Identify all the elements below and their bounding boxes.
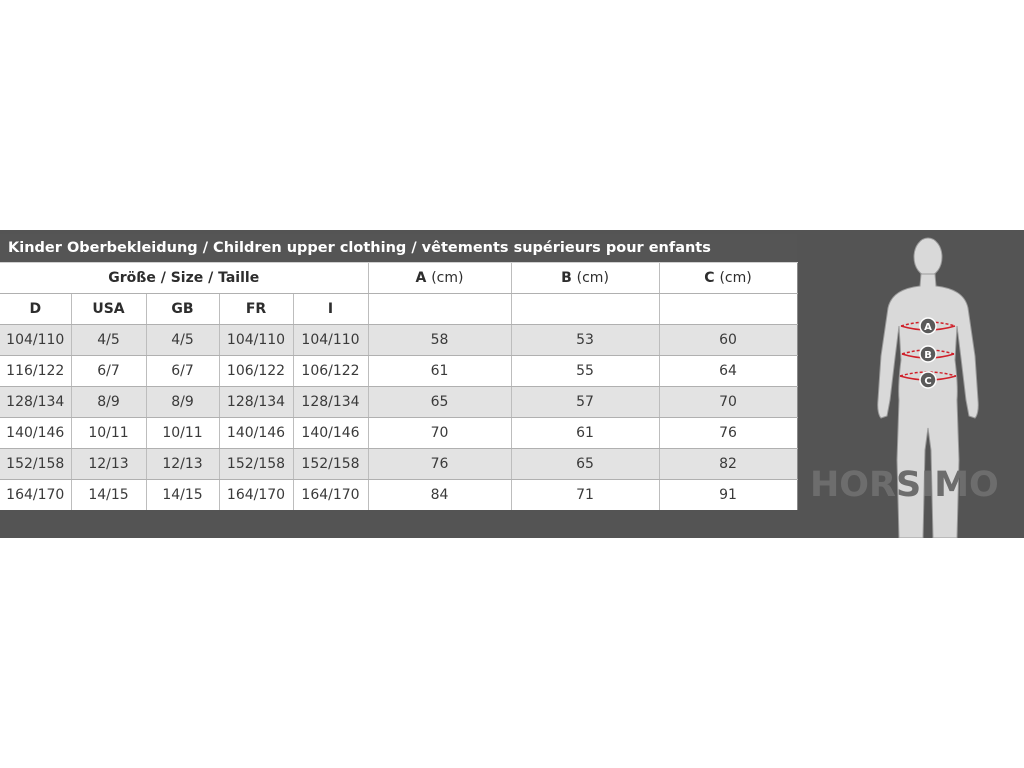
cell-b: 65 — [511, 449, 659, 480]
cell-c: 76 — [659, 418, 797, 449]
cell-i: 152/158 — [293, 449, 368, 480]
col-header-b — [511, 263, 659, 294]
cell-fr: 104/110 — [219, 325, 293, 356]
cell-fr: 106/122 — [219, 356, 293, 387]
size-table — [0, 234, 798, 510]
cell-b: 61 — [511, 418, 659, 449]
cell-d: 116/122 — [0, 356, 71, 387]
horsimo-logo: HORSIMO — [810, 465, 999, 505]
cell-d: 152/158 — [0, 449, 71, 480]
cell-c: 91 — [659, 480, 797, 511]
cell-c: 64 — [659, 356, 797, 387]
cell-fr: 128/134 — [219, 387, 293, 418]
cell-a: 70 — [368, 418, 511, 449]
cell-usa: 6/7 — [71, 356, 146, 387]
cell-d: 140/146 — [0, 418, 71, 449]
empty-cell — [368, 294, 511, 325]
cell-i: 164/170 — [293, 480, 368, 511]
size-chart — [0, 230, 1024, 538]
cell-a: 65 — [368, 387, 511, 418]
cell-gb: 12/13 — [146, 449, 219, 480]
cell-usa: 14/15 — [71, 480, 146, 511]
col-header-fr: FR — [219, 294, 293, 325]
col-header-d: D — [0, 294, 71, 325]
cell-fr: 140/146 — [219, 418, 293, 449]
table-title: Kinder Oberbekleidung / Children upper clothing / vêtements supérieurs pour enfants — [0, 234, 797, 263]
col-header-c-label: C — [704, 270, 715, 286]
marker-b-label: B — [924, 350, 932, 361]
marker-a-label: A — [924, 322, 932, 333]
table-row — [0, 325, 797, 356]
col-header-a-unit: (cm) — [431, 270, 464, 286]
cell-b: 71 — [511, 480, 659, 511]
cell-i: 104/110 — [293, 325, 368, 356]
size-header: Größe / Size / Taille — [0, 263, 368, 294]
cell-gb: 6/7 — [146, 356, 219, 387]
marker-c-label: C — [924, 376, 932, 387]
cell-c: 60 — [659, 325, 797, 356]
cell-b: 55 — [511, 356, 659, 387]
cell-i: 140/146 — [293, 418, 368, 449]
cell-c: 82 — [659, 449, 797, 480]
cell-usa: 4/5 — [71, 325, 146, 356]
cell-usa: 12/13 — [71, 449, 146, 480]
cell-d: 104/110 — [0, 325, 71, 356]
col-header-a-label: A — [415, 270, 427, 286]
table-row — [0, 480, 797, 511]
cell-gb: 8/9 — [146, 387, 219, 418]
col-header-i: I — [293, 294, 368, 325]
cell-fr: 152/158 — [219, 449, 293, 480]
cell-a: 76 — [368, 449, 511, 480]
col-header-b-unit: (cm) — [576, 270, 609, 286]
col-header-c — [659, 263, 797, 294]
col-header-c-unit: (cm) — [719, 270, 752, 286]
table-row — [0, 356, 797, 387]
cell-b: 53 — [511, 325, 659, 356]
cell-usa: 8/9 — [71, 387, 146, 418]
col-header-gb: GB — [146, 294, 219, 325]
col-header-usa: USA — [71, 294, 146, 325]
table-row — [0, 387, 797, 418]
cell-gb: 14/15 — [146, 480, 219, 511]
cell-i: 128/134 — [293, 387, 368, 418]
cell-d: 128/134 — [0, 387, 71, 418]
cell-a: 84 — [368, 480, 511, 511]
cell-gb: 4/5 — [146, 325, 219, 356]
col-header-b-label: B — [561, 270, 572, 286]
col-header-a — [368, 263, 511, 294]
cell-usa: 10/11 — [71, 418, 146, 449]
cell-gb: 10/11 — [146, 418, 219, 449]
cell-d: 164/170 — [0, 480, 71, 511]
cell-a: 61 — [368, 356, 511, 387]
cell-i: 106/122 — [293, 356, 368, 387]
empty-cell — [511, 294, 659, 325]
empty-cell — [659, 294, 797, 325]
table-row — [0, 449, 797, 480]
cell-b: 57 — [511, 387, 659, 418]
cell-a: 58 — [368, 325, 511, 356]
cell-fr: 164/170 — [219, 480, 293, 511]
table-row — [0, 418, 797, 449]
cell-c: 70 — [659, 387, 797, 418]
